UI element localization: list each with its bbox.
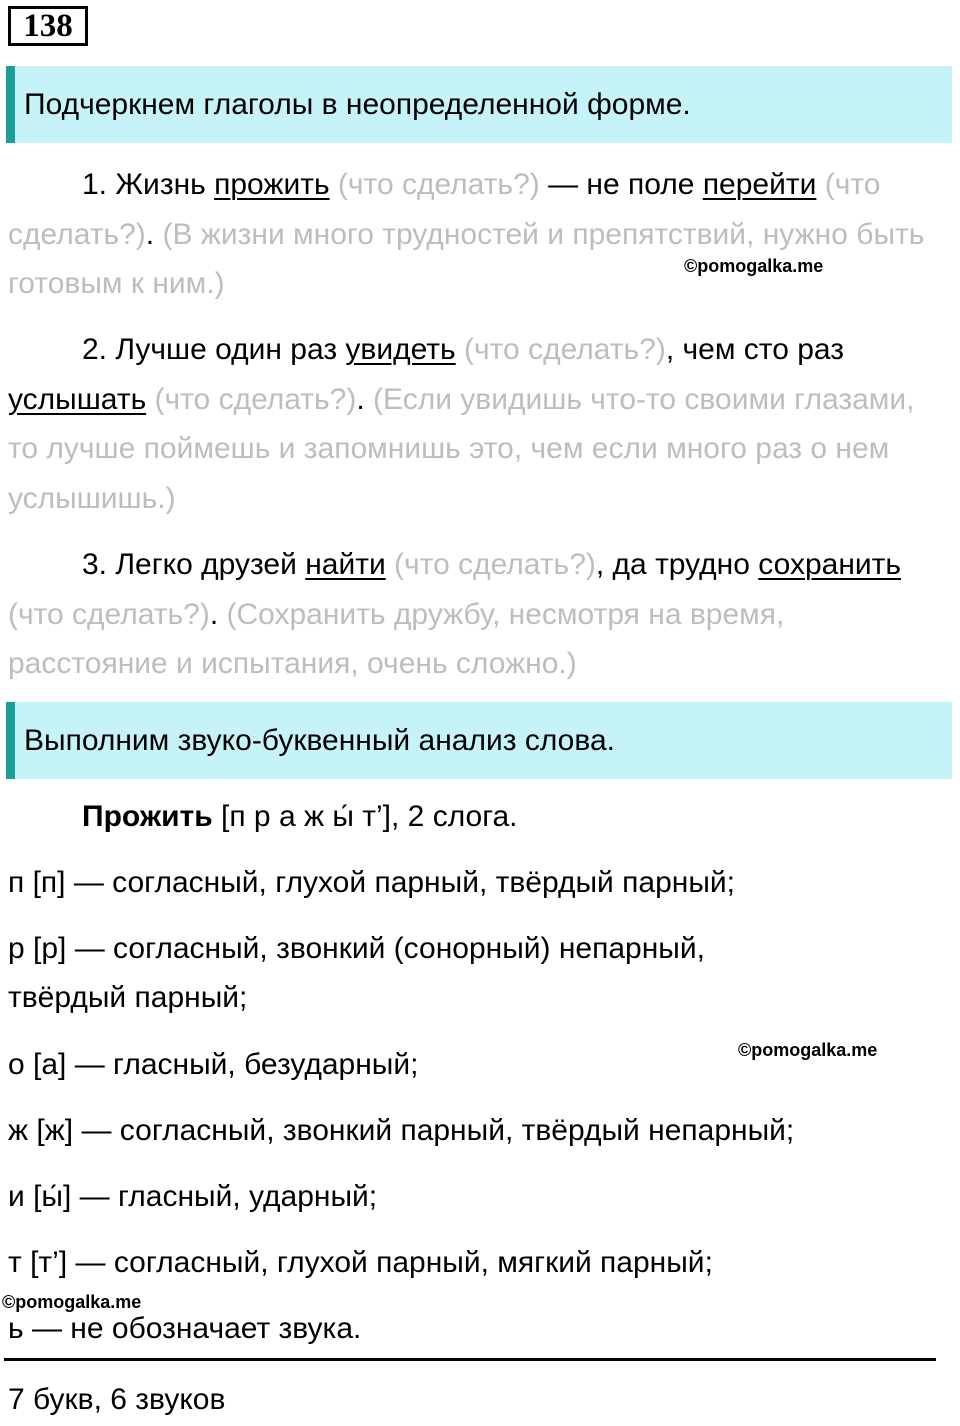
period: . — [145, 217, 155, 251]
section-heading-verbs — [6, 66, 952, 143]
analysis-line: ь — не обозначает звука. — [8, 1312, 362, 1345]
question-hint: (что сделать?) — [8, 597, 210, 631]
analysis-line: и [ы́] — гласный, ударный; — [8, 1180, 378, 1213]
analysis-line: ж [ж] — согласный, звонкий парный, твёрдый непарный; — [8, 1114, 795, 1147]
analyzed-word: Прожить — [82, 800, 213, 833]
explanation: (В жизни много трудностей и препятствий, нужно быть готовым к ним.) — [8, 217, 925, 300]
analysis-line: т [т’] — согласный, глухой парный, мягкий парный; — [8, 1246, 713, 1279]
proverb-text: 1. Жизнь — [82, 168, 215, 201]
proverb-3 — [8, 540, 948, 689]
analysis-line: р [р] — согласный, звонкий (сонорный) непарный, — [8, 932, 705, 965]
explanation: (Если увидишь что-то своими глазами, то лучше поймешь и запомнишь это, чем если много раз о нем услышишь.) — [8, 382, 915, 515]
period: . — [209, 597, 219, 631]
question-hint: (что сделать?) — [455, 333, 666, 366]
proverb-text: 2. Лучше один раз — [82, 333, 346, 366]
proverb-text: 3. Легко друзей — [82, 548, 306, 581]
section-heading-analysis — [6, 702, 952, 779]
proverb-1 — [8, 160, 948, 309]
proverb-text: — не поле — [539, 168, 703, 201]
verb-infinitive: услышать — [8, 382, 147, 416]
explanation: (Сохранить дружбу, несмотря на время, расстояние и испытания, очень сложно.) — [8, 597, 785, 680]
watermark: ©pomogalka.me — [2, 1292, 142, 1312]
transcription: [п р а ж ы́ т’], 2 слога. — [212, 800, 518, 833]
summary: 7 букв, 6 звуков — [8, 1383, 226, 1416]
period: . — [356, 382, 365, 416]
divider — [4, 1358, 936, 1361]
analysis-line: о [а] — гласный, безударный; — [8, 1048, 419, 1081]
verb-infinitive: увидеть — [345, 333, 456, 366]
task-number: 138 — [8, 6, 88, 46]
proverb-text: , чем сто раз — [665, 333, 844, 366]
analysis-line: твёрдый парный; — [8, 981, 248, 1014]
analysis-line: п [п] — согласный, глухой парный, твёрдый парный; — [8, 866, 735, 899]
question-hint: (что сделать?) — [385, 548, 596, 581]
watermark: ©pomogalka.me — [684, 256, 824, 276]
verb-infinitive: сохранить — [758, 548, 902, 581]
verb-infinitive: перейти — [702, 168, 817, 201]
heading-text: Подчеркнем глаголы в неопределенной форме. — [24, 87, 691, 121]
question-hint: (что сделать?) — [8, 168, 881, 251]
verb-infinitive: прожить — [214, 168, 330, 201]
proverb-2 — [8, 325, 948, 523]
word-transcription — [82, 800, 518, 834]
proverb-text: , да трудно — [595, 548, 759, 581]
question-hint: (что сделать?) — [329, 168, 540, 201]
question-hint: (что сделать?) — [146, 382, 357, 416]
watermark: ©pomogalka.me — [738, 1040, 878, 1060]
heading-text: Выполним звуко-буквенный анализ слова. — [24, 723, 615, 757]
verb-infinitive: найти — [305, 548, 386, 581]
